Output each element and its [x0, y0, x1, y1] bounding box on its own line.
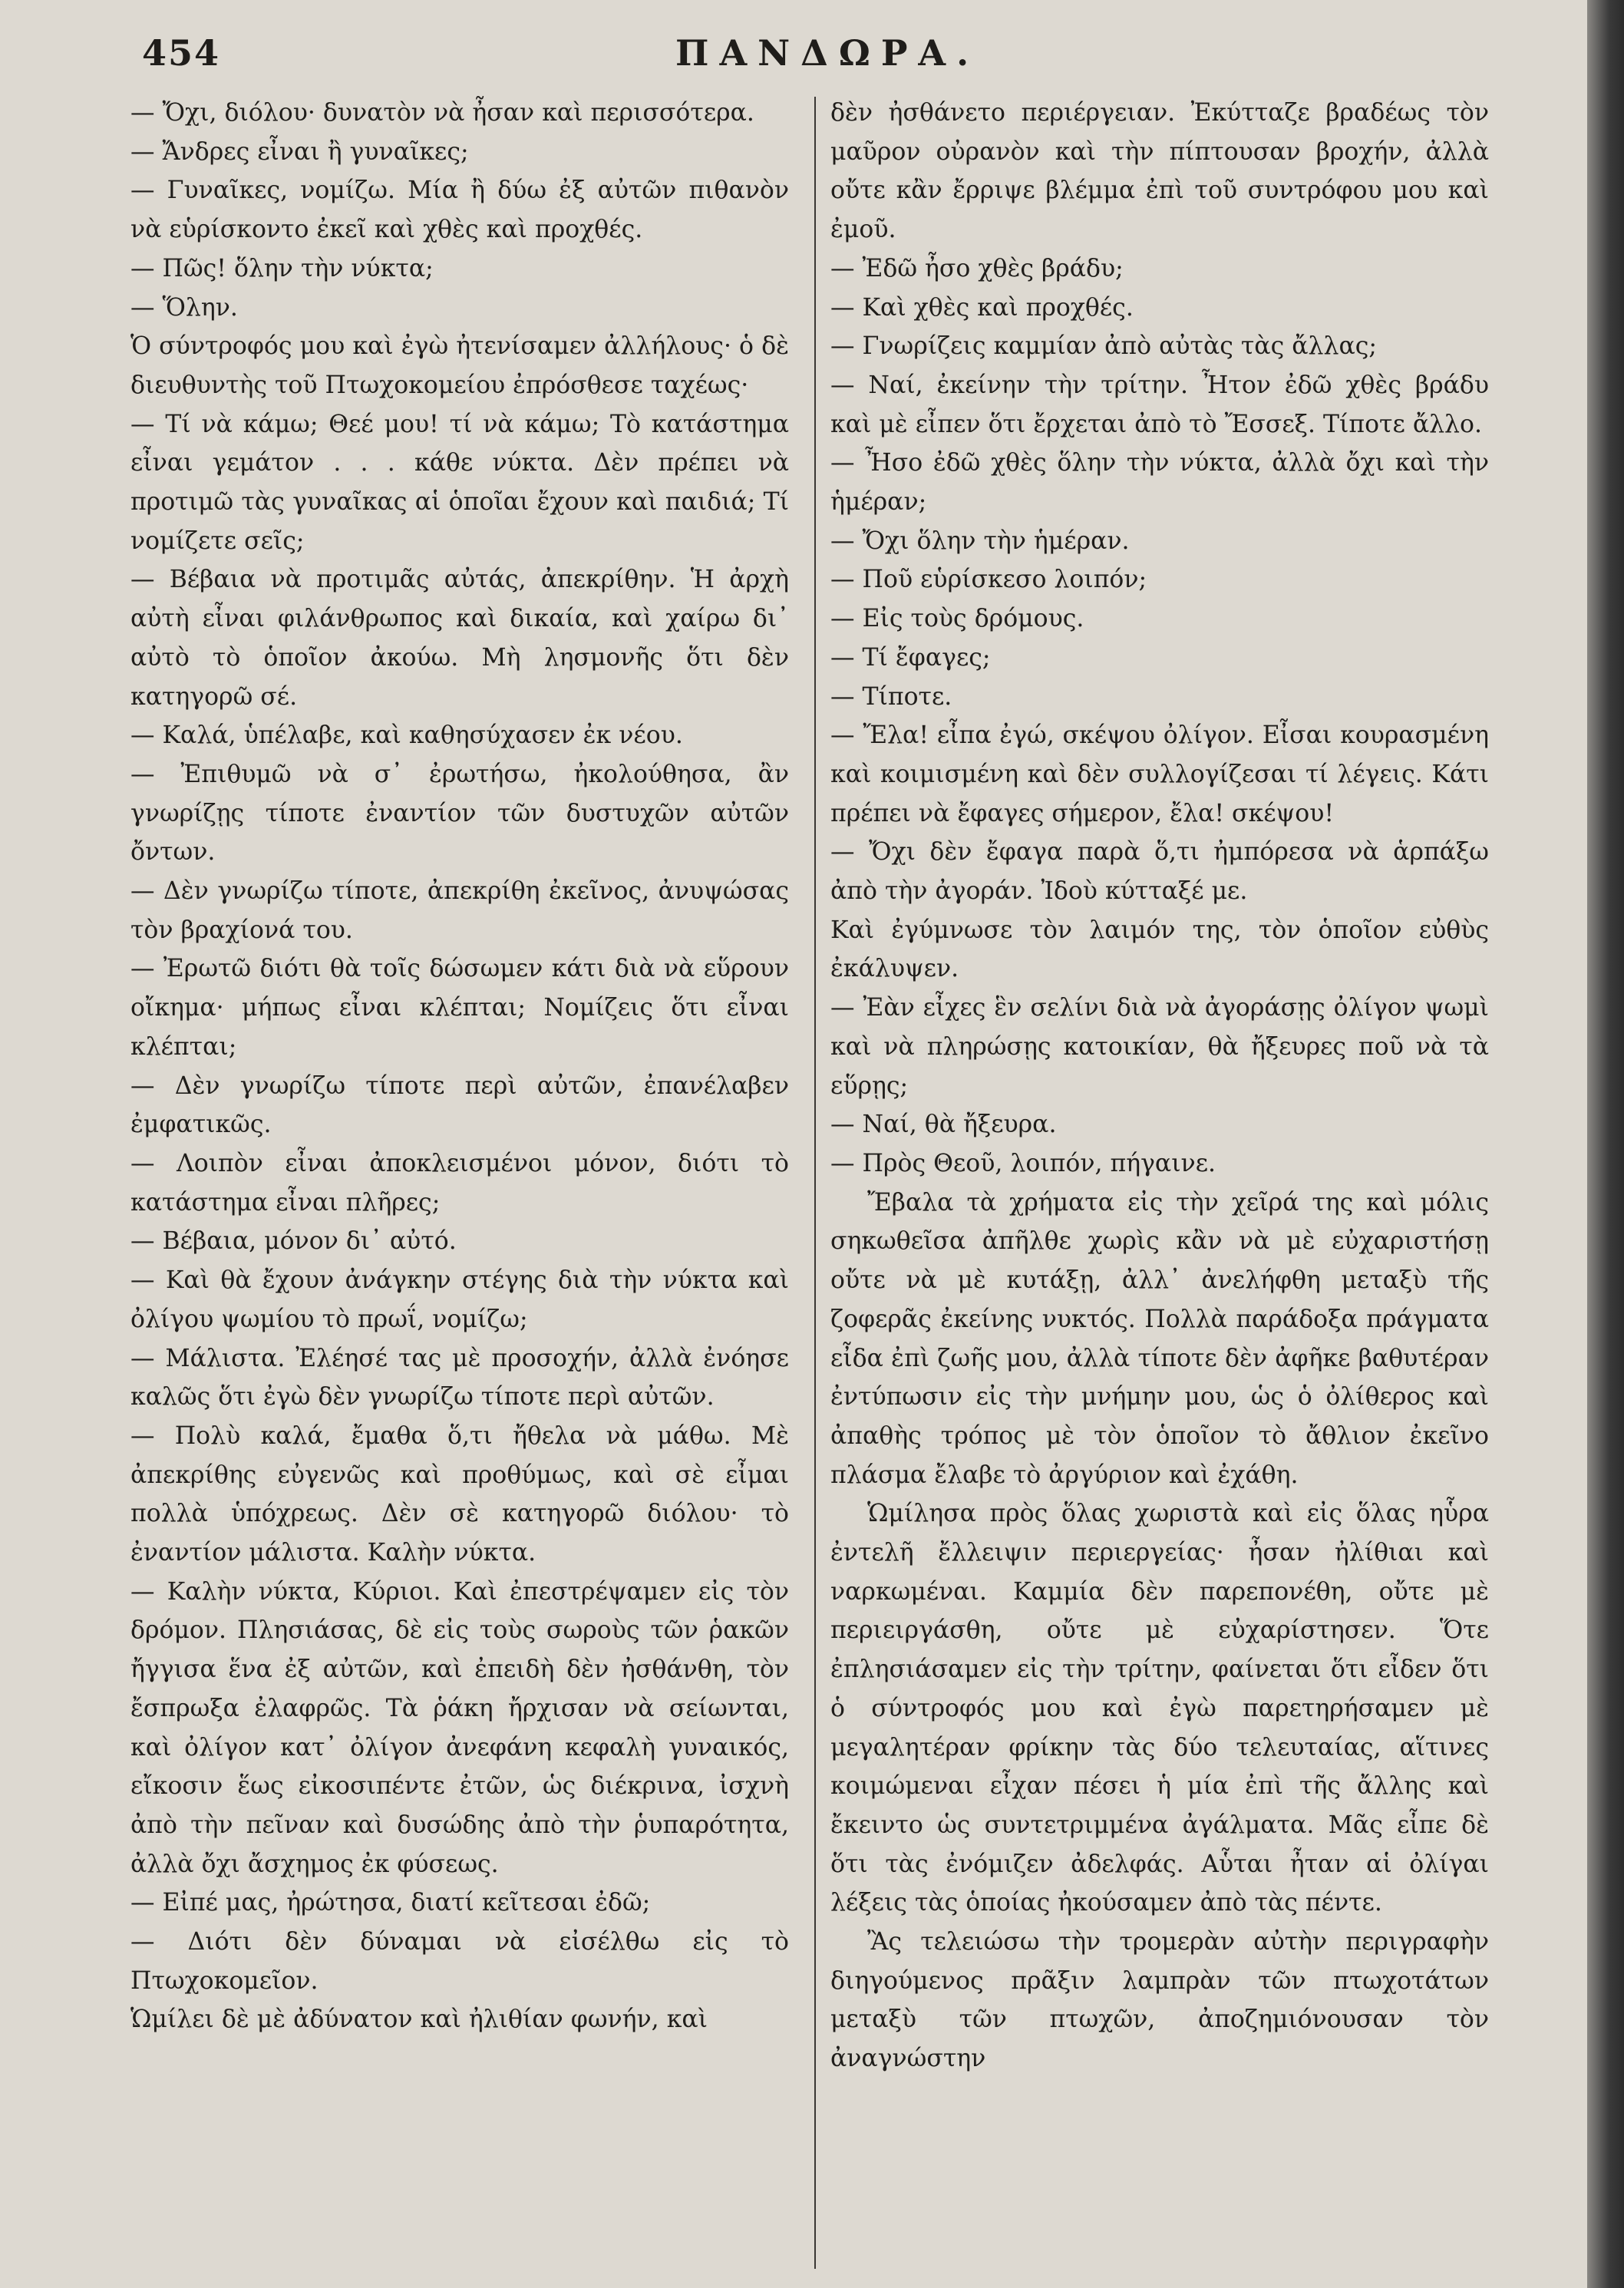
paragraph: — Πῶς! ὅλην τὴν νύκτα;	[130, 254, 434, 282]
paragraph: — Λοιπὸν εἶναι ἀποκλεισμένοι μόνον, διότι τὸ κατάστημα εἶναι πλῆρες;	[130, 1149, 789, 1217]
running-title: ΠΑΝΔΩΡΑ.	[675, 32, 980, 74]
paragraph: — Ναί, ἐκείνην τὴν τρίτην. Ἦτον ἐδῶ χθὲς βράδυ καὶ μὲ εἶπεν ὅτι ἔρχεται ἀπὸ τὸ Ἔσσεξ. Τίποτε ἄλλο.	[830, 371, 1489, 438]
paragraph: — Ἐπιθυμῶ νὰ σ᾽ ἐρωτήσω, ἠκολούθησα, ἂν γνωρίζῃς τίποτε ἐναντίον τῶν δυστυχῶν αὐτῶν ὄντων.	[130, 760, 789, 867]
paragraph: — Ἄνδρες εἶναι ἢ γυναῖκες;	[130, 137, 469, 166]
paragraph: — Ποῦ εὑρίσκεσο λοιπόν;	[830, 566, 1147, 594]
paragraph: — Καὶ θὰ ἔχουν ἀνάγκην στέγης διὰ τὴν νύκτα καὶ ὀλίγου ψωμίου τὸ πρωΐ, νομίζω;	[130, 1266, 789, 1333]
paragraph: — Πρὸς Θεοῦ, λοιπόν, πήγαινε.	[830, 1149, 1216, 1177]
paragraph: — Εἰς τοὺς δρόμους.	[830, 605, 1084, 633]
paragraph: — Ναί, θὰ ἤξευρα.	[830, 1111, 1057, 1139]
paragraph: Ὡμίλησα πρὸς ὅλας χωριστὰ καὶ εἰς ὅλας ηὗρα ἐντελῆ ἔλλειψιν περιεργείας· ἦσαν ἠλίθιαι καὶ ναρκωμέναι. Καμμία δὲν παρεπονέθη, οὔτε μὲ περιειργάσθη, οὔτε μὲ εὐχαρίστησεν. Ὅτε ἐπλησιάσαμεν εἰς τὴν τρίτην, φαίνεται ὅτι εἶδεν ὅτι ὁ σύντροφός μου καὶ ἐγὼ παρετηρήσαμεν μὲ μεγαλητέραν φρίκην τὰς δύο τελευταίας, αἵτινες κοιμώμεναι εἶχαν πέσει ἡ μία ἐπὶ τῆς ἄλλης καὶ ἔκειντο ὡς συντετριμμένα ἀγάλματα. Μᾶς εἶπε δὲ ὅτι τὰς ἐνόμιζεν ἀδελφάς. Αὗται ἦταν αἱ ὀλίγαι λέξεις τὰς ὁποίας ἠκούσαμεν ἀπὸ τὰς πέντε.	[830, 1500, 1489, 1917]
paragraph: — Καλὴν νύκτα, Κύριοι. Καὶ ἐπεστρέψαμεν εἰς τὸν δρόμον. Πλησιάσας, δὲ εἰς τοὺς σωροὺς τῶν ῥακῶν ἤγγισα ἕνα ἐξ αὐτῶν, καὶ ἐπειδὴ δὲν ἠσθάνθη, τὸν ἔσπρωξα ἐλαφρῶς. Τὰ ῥάκη ἤρχισαν νὰ σείωνται, καὶ ὀλίγον κατ᾽ ὀλίγον ἀνεφάνη κεφαλὴ γυναικός, εἴκοσιν ἕως εἰκοσιπέντε ἐτῶν, ὡς διέκρινα, ἰσχνὴ ἀπὸ τὴν πεῖναν καὶ δυσώδης ἀπὸ τὴν ῥυπαρότητα, ἀλλὰ ὄχι ἄσχημος ἐκ φύσεως.	[130, 1577, 789, 1878]
paragraph: Ὁ σύντροφός μου καὶ ἐγὼ ἠτενίσαμεν ἀλλήλους· ὁ δὲ διευθυντὴς τοῦ Πτωχοκομείου ἐπρόσθεσε ταχέως·	[130, 332, 789, 399]
paragraph: — Ἐδῶ ἦσο χθὲς βράδυ;	[830, 254, 1124, 282]
paragraph: — Ἔλα! εἶπα ἐγώ, σκέψου ὀλίγον. Εἶσαι κουρασμένη καὶ κοιμισμένη καὶ δὲν συλλογίζεσαι τί λέγεις. Κάτι πρέπει νὰ ἔφαγες σήμερον, ἔλα! σκέψου!	[830, 721, 1489, 827]
paragraph: — Καὶ χθὲς καὶ προχθές.	[830, 293, 1134, 322]
paragraph: δὲν ἠσθάνετο περιέργειαν. Ἐκύτταζε βραδέως τὸν μαῦρον οὐρανὸν καὶ τὴν πίπτουσαν βροχήν, ἀλλὰ οὔτε κἂν ἔρριψε βλέμμα ἐπὶ τοῦ συντρόφου μου καὶ ἐμοῦ.	[830, 99, 1489, 244]
paragraph: — Δὲν γνωρίζω τίποτε, ἀπεκρίθη ἐκεῖνος, ἀνυψώσας τὸν βραχίονά του.	[130, 877, 789, 944]
paragraph: Ἂς τελειώσω τὴν τρομερὰν αὐτὴν περιγραφὴν διηγούμενος πρᾶξιν λαμπρὰν τῶν πτωχοτάτων μεταξὺ τῶν πτωχῶν, ἀποζημιόνουσαν τὸν ἀναγνώστην	[830, 1928, 1489, 2073]
paragraph: — Τί νὰ κάμω; Θεέ μου! τί νὰ κάμω; Τὸ κατάστημα εἶναι γεμάτον . . . κάθε νύκτα. Δὲν πρέπει νὰ προτιμῶ τὰς γυναῖκας αἱ ὁποῖαι ἔχουν καὶ παιδιά; Τί νομίζετε σεῖς;	[130, 410, 789, 555]
paragraph: Ὡμίλει δὲ μὲ ἀδύνατον καὶ ἠλιθίαν φωνήν, καὶ	[130, 2006, 708, 2034]
paragraph: — Βέβαια, μόνον δι᾽ αὐτό.	[130, 1227, 457, 1256]
paragraph: — Ἐὰν εἶχες ἓν σελίνι διὰ νὰ ἀγοράσῃς ὀλίγον ψωμὶ καὶ νὰ πληρώσῃς κατοικίαν, θὰ ἤξευρες ποῦ νὰ τὰ εὕρῃς;	[830, 994, 1489, 1100]
paragraph: — Πολὺ καλά, ἔμαθα ὅ,τι ἤθελα νὰ μάθω. Μὲ ἀπεκρίθης εὐγενῶς καὶ προθύμως, καὶ σὲ εἶμαι πολλὰ ὑπόχρεως. Δὲν σὲ κατηγορῶ διόλου· τὸ ἐναντίον μάλιστα. Καλὴν νύκτα.	[130, 1421, 789, 1567]
paragraph: — Ὄχι δὲν ἔφαγα παρὰ ὅ,τι ἠμπόρεσα νὰ ἁρπάξω ἀπὸ τὴν ἀγοράν. Ἰδοὺ κύτταξέ με.	[830, 838, 1489, 906]
paragraph: — Γνωρίζεις καμμίαν ἀπὸ αὐτὰς τὰς ἄλλας;	[830, 332, 1377, 361]
paragraph: — Τίποτε.	[830, 682, 952, 711]
paragraph: — Ὅλην.	[130, 293, 238, 322]
paragraph: — Δὲν γνωρίζω τίποτε περὶ αὐτῶν, ἐπανέλαβεν ἐμφατικῶς.	[130, 1071, 789, 1139]
paragraph: — Ὄχι ὅλην τὴν ἡμέραν.	[830, 527, 1130, 555]
left-column	[130, 94, 789, 2039]
page-header	[0, 29, 1587, 83]
paragraph: — Γυναῖκες, νομίζω. Μία ἢ δύω ἐξ αὐτῶν πιθανὸν νὰ εὑρίσκοντο ἐκεῖ καὶ χθὲς καὶ προχθές.	[130, 177, 789, 244]
paragraph: — Εἰπέ μας, ἠρώτησα, διατί κεῖτεσαι ἐδῶ;	[130, 1889, 651, 1917]
paragraph: Καὶ ἐγύμνωσε τὸν λαιμόν της, τὸν ὁποῖον εὐθὺς ἐκάλυψεν.	[830, 916, 1489, 983]
page-number: 454	[142, 32, 221, 74]
paragraph: — Ὄχι, διόλου· δυνατὸν νὰ ἦσαν καὶ περισσότερα.	[130, 99, 754, 127]
right-column	[830, 94, 1489, 2078]
paragraph: — Βέβαια νὰ προτιμᾶς αὐτάς, ἀπεκρίθην. Ἡ ἀρχὴ αὐτὴ εἶναι φιλάνθρωπος καὶ δικαία, καὶ χαίρω δι᾽ αὐτὸ τὸ ὁποῖον ἀκούω. Μὴ λησμονῆς ὅτι δὲν κατηγορῶ σέ.	[130, 566, 789, 711]
page-edge-shadow	[1587, 0, 1624, 2288]
paragraph: — Ἐρωτῶ διότι θὰ τοῖς δώσωμεν κάτι διὰ νὰ εὕρουν οἴκημα· μήπως εἶναι κλέπται; Νομίζεις ὅτι εἶναι κλέπται;	[130, 955, 789, 1061]
paragraph: — Καλά, ὑπέλαβε, καὶ καθησύχασεν ἐκ νέου.	[130, 721, 683, 750]
paragraph: — Ἦσο ἐδῶ χθὲς ὅλην τὴν νύκτα, ἀλλὰ ὄχι καὶ τὴν ἡμέραν;	[830, 449, 1489, 517]
paragraph: — Μάλιστα. Ἐλέησέ τας μὲ προσοχήν, ἀλλὰ ἐνόησε καλῶς ὅτι ἐγὼ δὲν γνωρίζω τίποτε περὶ αὐτῶν.	[130, 1344, 789, 1411]
paragraph: — Τί ἔφαγες;	[830, 643, 991, 672]
paragraph: Ἔβαλα τὰ χρήματα εἰς τὴν χεῖρά της καὶ μόλις σηκωθεῖσα ἀπῆλθε χωρὶς κἂν νὰ μὲ εὐχαριστήσῃ οὔτε νὰ μὲ κυτάξῃ, ἀλλ᾽ ἀνελήφθη μεταξὺ τῆς ζοφερᾶς ἐκείνης νυκτός. Πολλὰ παράδοξα πράγματα εἶδα ἐπὶ ζωῆς μου, ἀλλὰ τίποτε δὲν ἀφῆκε βαθυτέραν ἐντύπωσιν εἰς τὴν μνήμην μου, ὡς ὁ ὀλίθερος καὶ ἀπαθὴς τρόπος μὲ τὸν ὁποῖον τὸ ἄθλιον ἐκεῖνο πλάσμα ἔλαβε τὸ ἀργύριον καὶ ἐχάθη.	[830, 1188, 1489, 1489]
column-divider	[814, 97, 816, 2269]
paragraph: — Διότι δὲν δύναμαι νὰ εἰσέλθω εἰς τὸ Πτωχοκομεῖον.	[130, 1928, 789, 1995]
